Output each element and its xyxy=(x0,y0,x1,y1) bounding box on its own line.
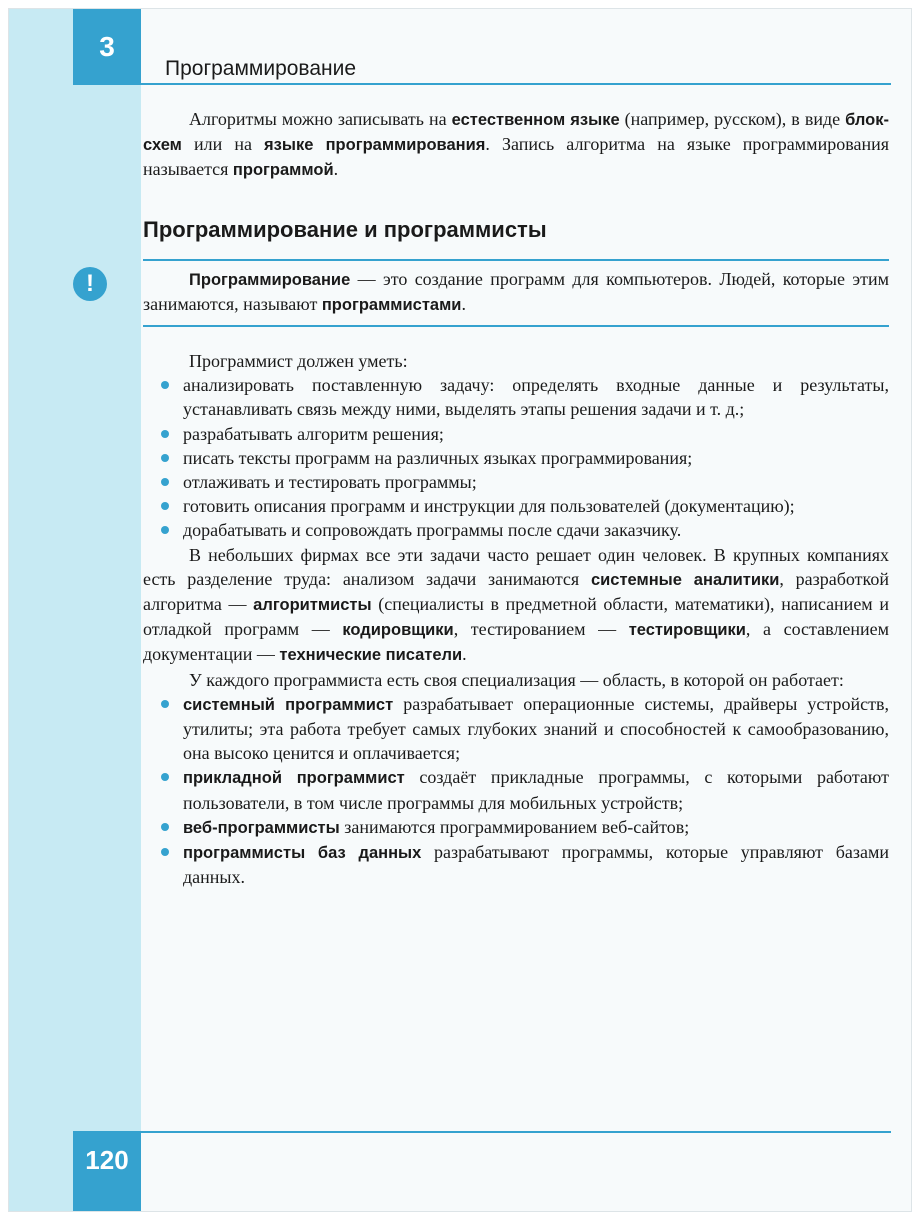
chapter-number: 3 xyxy=(73,9,141,85)
list-item: разрабатывать алгоритм решения; xyxy=(143,422,889,446)
bold-term: Программирование xyxy=(189,270,351,289)
bold-term: прикладной программист xyxy=(183,769,405,788)
bold-term: тестировщики xyxy=(628,621,746,640)
footer-rule xyxy=(141,1131,891,1133)
list-item: анализировать поставленную задачу: определять входные данные и результаты, устанавливать связь между ними, выделять этапы решения задачи и т. д.; xyxy=(143,373,889,421)
section-heading: Программирование и программисты xyxy=(143,216,547,242)
specialization-lead: У каждого программиста есть своя специализация — область, в которой он работает: xyxy=(189,669,844,690)
bold-term: языке программирования xyxy=(264,136,486,155)
page-number: 120 xyxy=(73,1131,141,1212)
list-item: отлаживать и тестировать программы; xyxy=(143,470,889,494)
bold-term: блок-схем xyxy=(143,111,889,155)
exclamation-icon: ! xyxy=(73,267,107,301)
specializations-list xyxy=(143,692,889,890)
bold-term: программисты баз данных xyxy=(183,844,422,863)
definition-text: Программирование — это создание программ для компьютеров. Людей, которые этим занимаются, называют программистами. xyxy=(143,268,889,314)
firms-paragraph: В небольших фирмах все эти задачи часто решает один человек. В крупных компаниях есть разделение труда: анализом задачи занимаются системные аналитики, разработкой алгоритма — алгоритмисты (специалисты в предметной области, математики), написанием и отладкой программ — кодировщики, тестированием — тестировщики, а составлением документации — технические писатели. xyxy=(143,544,890,665)
bold-term: программистами xyxy=(321,295,462,314)
bold-term: естественном языке xyxy=(451,111,620,129)
skills-list xyxy=(143,373,889,542)
page-content xyxy=(86,107,890,889)
bold-term: системные аналитики xyxy=(590,570,780,589)
bold-term: веб-программисты xyxy=(183,818,340,837)
running-header-title: Программирование xyxy=(165,57,357,80)
list-item: прикладной программист создаёт прикладные программы, с которыми работают пользователи, в том числе программы для мобильных устройств; xyxy=(143,765,889,814)
bold-term: кодировщики xyxy=(342,621,454,640)
skills-lead: Программист должен уметь: xyxy=(189,351,408,372)
textbook-page xyxy=(8,8,912,1212)
list-item: готовить описания программ и инструкции для пользователей (документацию); xyxy=(143,494,889,518)
bold-term: технические писатели xyxy=(279,646,463,665)
header-rule xyxy=(141,83,891,85)
list-item: дорабатывать и сопровождать программы после сдачи заказчику. xyxy=(143,518,889,542)
list-item: веб-программисты занимаются программированием веб-сайтов; xyxy=(143,815,889,840)
bold-term: системный программист xyxy=(183,695,394,714)
list-item: писать тексты программ на различных языках программирования; xyxy=(143,446,889,470)
bold-term: алгоритмисты xyxy=(253,596,372,615)
list-item: системный программист разрабатывает операционные системы, драйверы устройств, утилиты; эта работа требует самых глубоких знаний и способностей к самообразованию, она высоко ценится и оплачивается; xyxy=(143,692,889,766)
intro-paragraph: Алгоритмы можно записывать на естественном языке (например, русском), в виде блок-схем или на языке программирования. Запись алгоритма на языке программирования называется программой. xyxy=(143,109,890,180)
margin-strip xyxy=(9,9,141,1211)
definition-box xyxy=(86,259,889,327)
bold-term: программой xyxy=(232,161,334,180)
list-item: программисты баз данных разрабатывают программы, которые управляют базами данных. xyxy=(143,840,889,889)
